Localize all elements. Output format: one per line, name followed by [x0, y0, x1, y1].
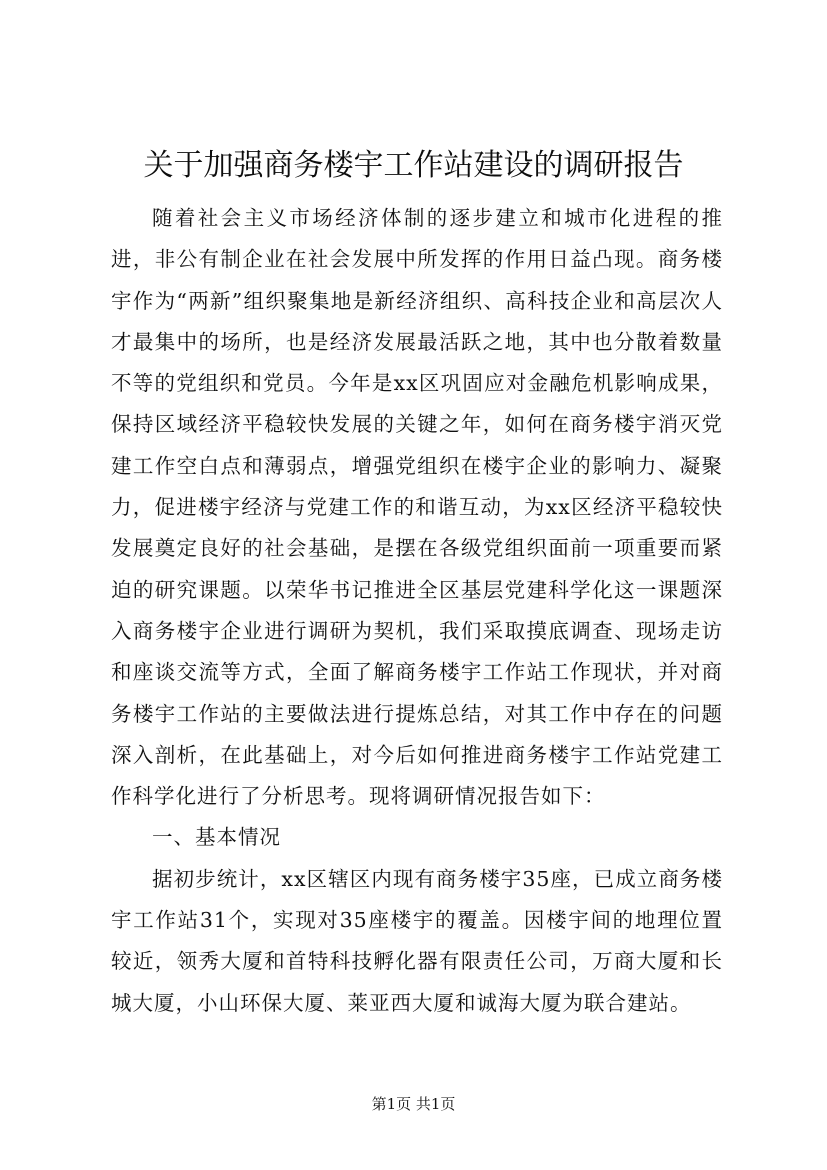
section-heading: 一、基本情况	[152, 825, 281, 850]
intro-paragraph: 随着社会主义市场经济体制的逐步建立和城市化进程的推进，非公有制企业在社会发展中所发挥的作用日益凸现。商务楼宇作为“两新”组织聚集地是新经济组织、高科技企业和高层次人才最集中的场所，也是经济发展最活跃之地，其中也分散着数量不等的党组织和党员。今年是xx区巩固应对金融危机影响成果，保持区域经济平稳较快发展的关键之年，如何在商务楼宇消灭党建工作空白点和薄弱点，增强党组织在楼宇企业的影响力、凝聚力，促进楼宇经济与党建工作的和谐互动，为xx区经济平稳较快发展奠定良好的社会基础，是摆在各级党组织面前一项重要而紧迫的研究课题。以荣华书记推进全区基层党建科学化这一课题深入商务楼宇企业进行调研为契机，我们采取摸底调查、现场走访和座谈交流等方式，全面了解商务楼宇工作站工作现状，并对商务楼宇工作站的主要做法进行提炼总结，对其工作中存在的问题深入剖析，在此基础上，对今后如何推进商务楼宇工作站党建工作科学化进行了分析思考。现将调研情况报告如下：	[111, 206, 723, 809]
page-number-footer: 第1页 共1页	[371, 1095, 456, 1113]
document-body	[111, 198, 723, 1024]
section-paragraph: 据初步统计，xx区辖区内现有商务楼宇35座，已成立商务楼宇工作站31个，实现对35座楼宇的覆盖。因楼宇间的地理位置较近，领秀大厦和首特科技孵化器有限责任公司，万商大厦和长城大厦，小山环保大厦、莱亚西大厦和诚海大厦为联合建站。	[111, 866, 723, 1015]
document-title: 关于加强商务楼宇工作站建设的调研报告	[143, 148, 684, 183]
